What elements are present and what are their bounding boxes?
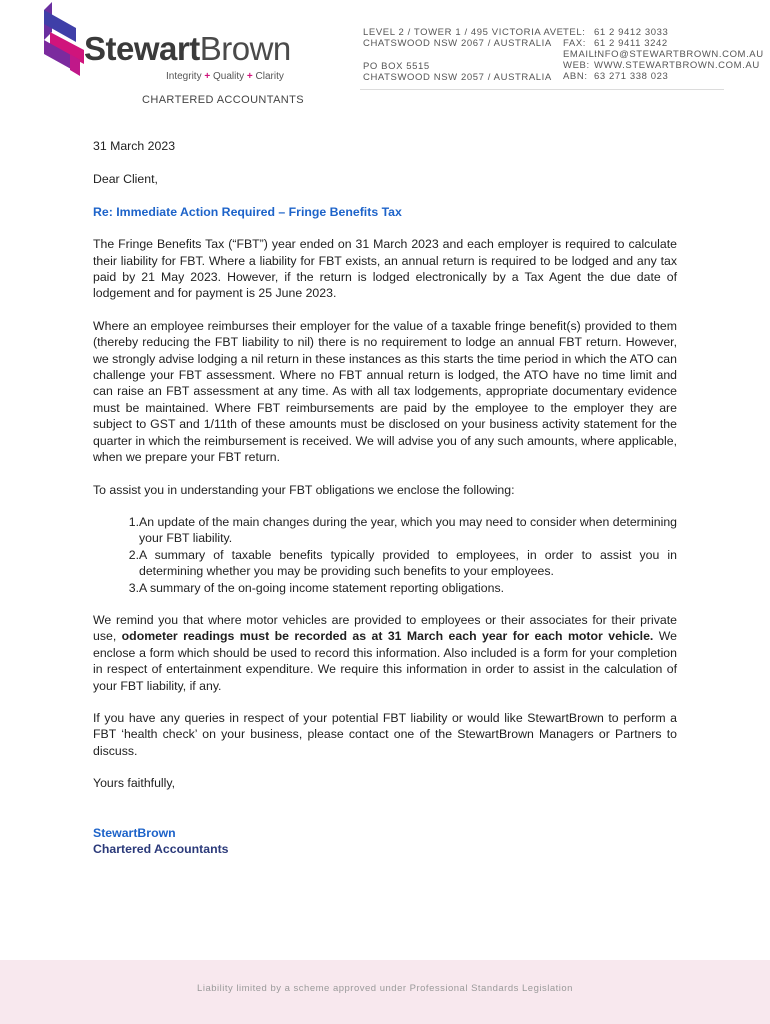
contact-details xyxy=(563,27,764,82)
signature-firm: StewartBrown xyxy=(93,825,176,840)
list-item: 1. An update of the main changes during the year, which you may need to consider when determining your FBT liability. xyxy=(128,514,677,546)
paragraph: Where an employee reimburses their employer for the value of a taxable fringe benefit(s) provided to them (thereby reducing the FBT liability to nil) there is no requirement to lodge an annual FBT return. However, we strongly advise lodging a nil return in these instances as this starts the time period in which the ATO can challenge your FBT assessment. Where no FBT annual return is lodged, the ATO have no time limit and can raise an FBT assessment at any time. As with all tax lodgements, appropriate documentary evidence must be maintained. Where FBT reimbursements are paid by the employee to the employer they are subject to GST and 1/11th of these amounts must be disclosed on your business activity statement for the quarter in which the reimbursement is received. We will advise you of any such amounts, where applicable, when we prepare your FBT return. xyxy=(93,318,677,465)
paragraph: The Fringe Benefits Tax (“FBT”) year ended on 31 March 2023 and each employer is required to calculate their liability for FBT. Where a liability for FBT exists, an annual return is required to be lodged and any tax paid by 21 May 2023. However, if the return is lodged electronically by a Tax Agent the due date of lodgement and for payment is 25 June 2023. xyxy=(93,237,677,301)
brand-subtitle: CHARTERED ACCOUNTANTS xyxy=(142,94,305,106)
signature-title: Chartered Accountants xyxy=(93,842,229,856)
footer xyxy=(0,960,770,1024)
header-divider xyxy=(360,89,724,90)
paragraph: To assist you in understanding your FBT obligations we enclose the following: xyxy=(93,482,515,497)
brand-wordmark: StewartBrown xyxy=(84,30,291,67)
brand-tagline: Integrity + Quality + Clarity xyxy=(166,71,284,82)
paragraph: We remind you that where motor vehicles are provided to employees or their associates for their private use, odometer readings must be recorded as at 31 March each year for each motor vehicle. We enclose a form which should be used to record this information. Also included is a form for your completion in respect of entertainment expenditure. We require this information in order to assist in the calculation of your FBT liability, if any. xyxy=(93,612,677,693)
contact-email: EMAIL: INFO@STEWARTBROWN.COM.AU xyxy=(563,49,764,60)
paragraph: If you have any queries in respect of your potential FBT liability or would like StewartBrown to perform a FBT ‘health check’ on your business, please contact one of the StewartBrown Managers or Partners to discuss. xyxy=(93,710,677,758)
salutation: Dear Client, xyxy=(93,172,158,187)
letter-date: 31 March 2023 xyxy=(93,139,176,153)
letter-body xyxy=(93,138,677,857)
letterhead xyxy=(0,0,770,110)
closing: Yours faithfully, xyxy=(93,776,176,791)
contact-abn: ABN: 63 271 338 023 xyxy=(563,71,669,82)
enclosure-list xyxy=(93,514,677,596)
signature-block xyxy=(93,825,677,858)
contact-web: WEB: WWW.STEWARTBROWN.COM.AU xyxy=(563,60,760,71)
subject-line: Re: Immediate Action Required – Fringe Benefits Tax xyxy=(93,204,402,219)
street-address: LEVEL 2 / TOWER 1 / 495 VICTORIA AVE CHATSWOOD NSW 2067 / AUSTRALIA xyxy=(363,27,564,49)
odometer-notice: odometer readings must be recorded as at 31 March each year for each motor vehicle. xyxy=(121,629,654,644)
stewartbrown-logo-mark xyxy=(40,2,86,76)
footer-disclaimer: Liability limited by a scheme approved under Professional Standards Legislation xyxy=(197,983,573,994)
list-item: 2. A summary of taxable benefits typically provided to employees, in order to assist you in determining whether you may be providing such benefits to your employees. xyxy=(128,547,677,579)
list-item: 3. A summary of the on-going income statement reporting obligations. xyxy=(128,580,505,595)
contact-fax: FAX: 61 2 9411 3242 xyxy=(563,38,668,49)
contact-tel: TEL: 61 2 9412 3033 xyxy=(563,27,669,38)
postal-address: PO BOX 5515 CHATSWOOD NSW 2057 / AUSTRALIA xyxy=(363,61,552,83)
